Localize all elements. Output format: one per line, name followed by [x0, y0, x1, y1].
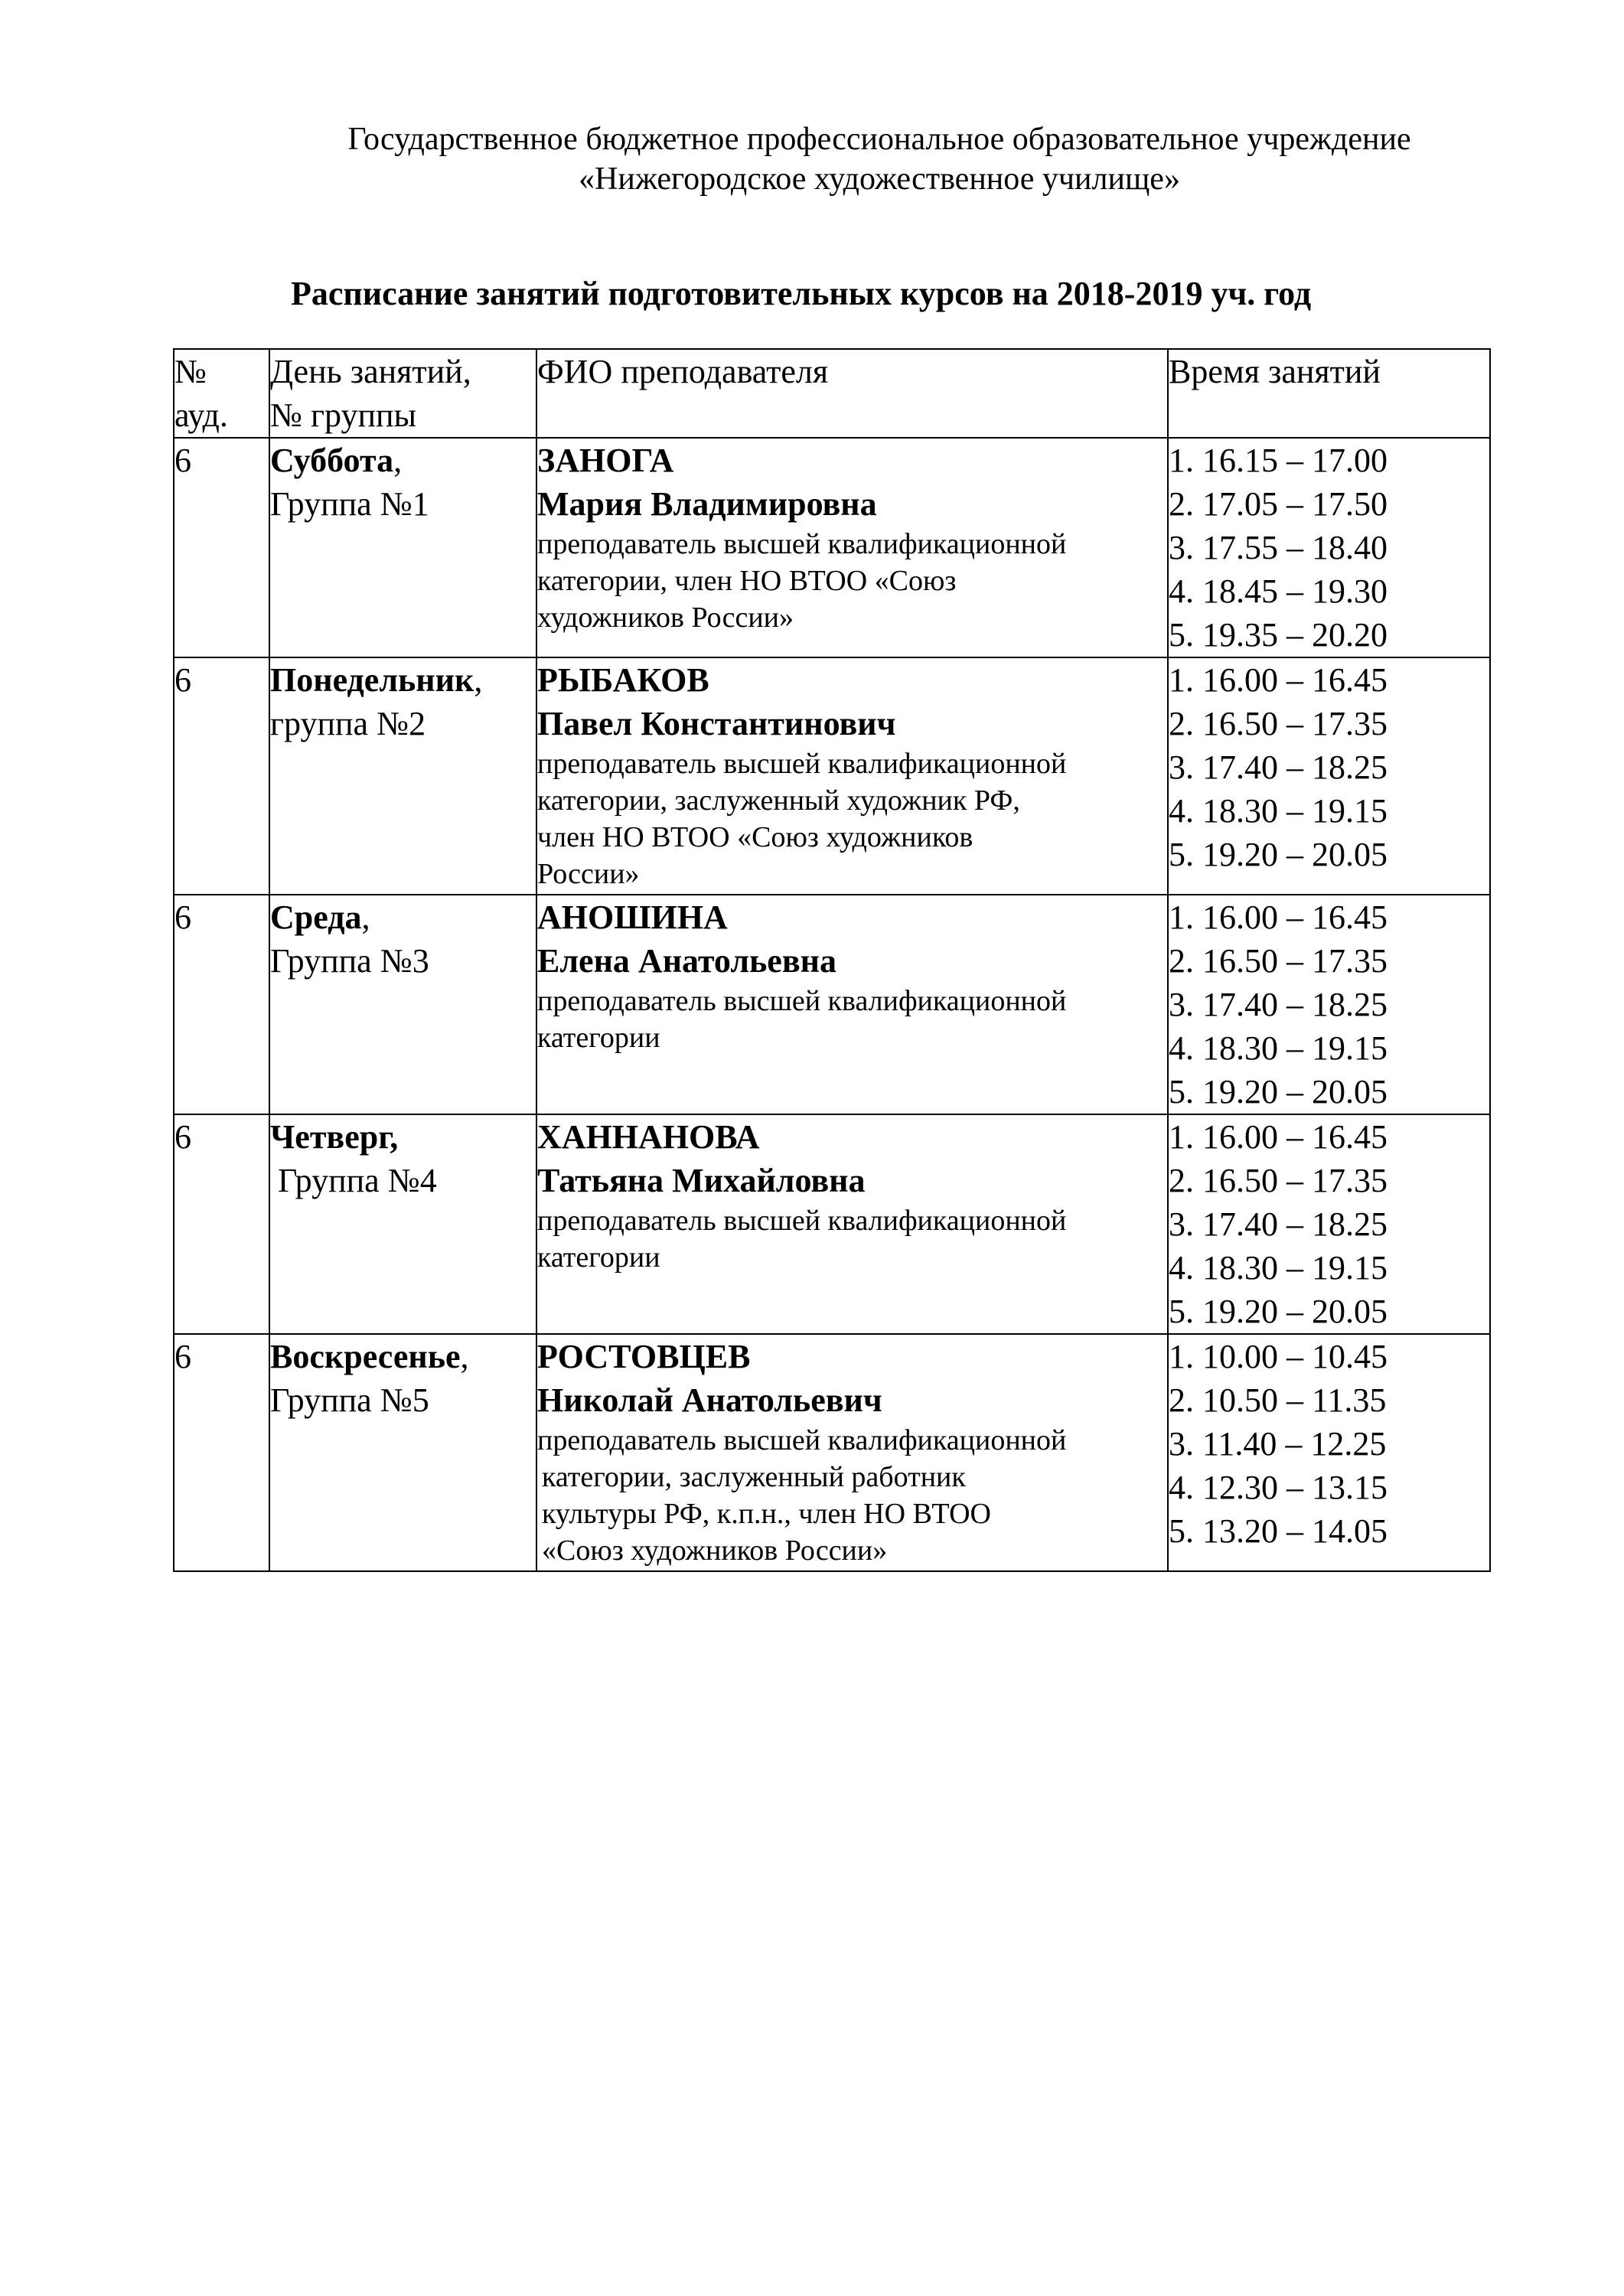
description-line: категории — [537, 1022, 660, 1054]
table-row — [174, 438, 1490, 657]
day-group-cell — [269, 657, 536, 895]
teacher-surname: АНОШИНА — [537, 899, 728, 936]
time-slot: 1. 16.15 – 17.00 — [1169, 442, 1388, 479]
day-group-cell — [269, 895, 536, 1114]
time-slot: 1. 16.00 – 16.45 — [1169, 1118, 1388, 1156]
header-teacher: ФИО преподавателя — [536, 349, 1168, 438]
header-auditorium — [174, 349, 269, 438]
day-separator: , — [361, 899, 370, 936]
institution-line-1: Государственное бюджетное профессиональное образовательное учреждение — [347, 122, 1411, 157]
group-label: Группа №1 — [270, 485, 429, 523]
auditorium-cell: 6 — [174, 1114, 269, 1334]
time-slot: 2. 16.50 – 17.35 — [1169, 1162, 1388, 1199]
day-group-cell — [269, 1114, 536, 1334]
time-slot: 4. 18.45 – 19.30 — [1169, 572, 1388, 610]
description-line: категории, член НО ВТОО «Союз — [537, 565, 957, 597]
time-slot: 4. 18.30 – 19.15 — [1169, 1249, 1388, 1287]
day-group-cell — [269, 1334, 536, 1571]
description-line: России» — [537, 858, 640, 890]
time-slot: 5. 13.20 – 14.05 — [1169, 1512, 1388, 1550]
teacher-surname: РЫБАКОВ — [537, 661, 709, 699]
description-line: член НО ВТОО «Союз художников — [537, 821, 973, 853]
time-slot: 4. 18.30 – 19.15 — [1169, 1029, 1388, 1067]
time-cell — [1168, 895, 1490, 1114]
teacher-given-name: Павел Константинович — [537, 705, 896, 742]
time-slot: 3. 17.40 – 18.25 — [1169, 986, 1388, 1023]
schedule-title: Расписание занятий подготовительных курсов на 2018-2019 уч. год — [291, 275, 1312, 312]
auditorium-cell: 6 — [174, 895, 269, 1114]
description-line: преподаватель высшей квалификационной — [537, 1424, 1067, 1456]
time-cell — [1168, 1114, 1490, 1334]
time-slot: 2. 10.50 – 11.35 — [1169, 1381, 1387, 1419]
time-slot: 2. 17.05 – 17.50 — [1169, 485, 1388, 523]
teacher-surname: ХАННАНОВА — [537, 1118, 760, 1156]
time-slot: 4. 12.30 – 13.15 — [1169, 1469, 1388, 1506]
group-label: Группа №5 — [270, 1381, 429, 1419]
time-slot: 2. 16.50 – 17.35 — [1169, 942, 1388, 980]
description-line: категории — [537, 1241, 660, 1274]
time-slot: 3. 17.40 – 18.25 — [1169, 748, 1388, 786]
time-slot: 1. 10.00 – 10.45 — [1169, 1338, 1388, 1375]
group-label: Группа №4 — [278, 1162, 437, 1199]
table-row — [174, 1114, 1490, 1334]
institution-line-2: «Нижегородское художественное училище» — [579, 161, 1180, 197]
time-cell — [1168, 657, 1490, 895]
institution-header — [0, 119, 1624, 199]
auditorium-cell: 6 — [174, 657, 269, 895]
teacher-surname: РОСТОВЦЕВ — [537, 1338, 751, 1375]
description-line: преподаватель высшей квалификационной — [537, 985, 1067, 1017]
teacher-description — [537, 1422, 1167, 1570]
time-slot: 4. 18.30 – 19.15 — [1169, 792, 1388, 830]
description-line: «Союз художников России» — [542, 1534, 888, 1567]
day-name: Понедельник — [270, 661, 474, 699]
teacher-description — [537, 745, 1167, 894]
day-name: Суббота — [270, 442, 394, 479]
time-slot: 1. 16.00 – 16.45 — [1169, 661, 1388, 699]
day-separator: , — [460, 1338, 469, 1375]
day-name: Среда — [270, 899, 362, 936]
time-slot: 5. 19.20 – 20.05 — [1169, 1293, 1388, 1330]
day-separator: , — [474, 661, 483, 699]
time-slot: 2. 16.50 – 17.35 — [1169, 705, 1388, 742]
header-day-group — [269, 349, 536, 438]
day-group-cell — [269, 438, 536, 657]
teacher-given-name: Мария Владимировна — [537, 485, 877, 523]
time-slot: 5. 19.20 – 20.05 — [1169, 1073, 1388, 1110]
auditorium-cell: 6 — [174, 438, 269, 657]
time-cell — [1168, 438, 1490, 657]
group-label: Группа №3 — [270, 942, 429, 980]
schedule-table — [173, 348, 1491, 1572]
day-name: Воскресенье — [270, 1338, 461, 1375]
description-line: культуры РФ, к.п.н., член НО ВТОО — [542, 1498, 991, 1530]
teacher-cell — [536, 438, 1168, 657]
group-label: группа №2 — [270, 705, 426, 742]
teacher-description — [537, 983, 1167, 1058]
time-slot: 5. 19.35 – 20.20 — [1169, 616, 1388, 654]
description-line: категории, заслуженный работник — [542, 1461, 966, 1493]
header-day-line-1: День занятий, — [270, 353, 471, 390]
teacher-cell — [536, 1334, 1168, 1571]
teacher-given-name: Николай Анатольевич — [537, 1381, 882, 1419]
teacher-description — [537, 526, 1167, 638]
time-slot: 5. 19.20 – 20.05 — [1169, 836, 1388, 873]
time-slot: 3. 17.55 – 18.40 — [1169, 529, 1388, 566]
table-row — [174, 1334, 1490, 1571]
teacher-cell — [536, 1114, 1168, 1334]
teacher-cell — [536, 895, 1168, 1114]
table-row — [174, 895, 1490, 1114]
header-auditorium-line-2: ауд. — [174, 396, 228, 434]
time-slot: 1. 16.00 – 16.45 — [1169, 899, 1388, 936]
time-slot: 3. 17.40 – 18.25 — [1169, 1205, 1388, 1243]
table-row — [174, 657, 1490, 895]
time-slot: 3. 11.40 – 12.25 — [1169, 1425, 1387, 1463]
teacher-given-name: Татьяна Михайловна — [537, 1162, 866, 1199]
description-line: преподаватель высшей квалификационной — [537, 1205, 1067, 1237]
description-line: преподаватель высшей квалификационной — [537, 528, 1067, 560]
day-separator: , — [393, 442, 403, 479]
header-day-line-2: № группы — [270, 396, 417, 434]
teacher-surname: ЗАНОГА — [537, 442, 674, 479]
teacher-cell — [536, 657, 1168, 895]
day-name: Четверг, — [270, 1118, 399, 1156]
table-header-row — [174, 349, 1490, 438]
header-auditorium-line-1: № — [174, 353, 207, 390]
description-line: художников России» — [537, 602, 794, 634]
time-cell — [1168, 1334, 1490, 1571]
header-time: Время занятий — [1168, 349, 1490, 438]
description-line: преподаватель высшей квалификационной — [537, 748, 1067, 780]
teacher-description — [537, 1202, 1167, 1277]
teacher-given-name: Елена Анатольевна — [537, 942, 836, 980]
auditorium-cell: 6 — [174, 1334, 269, 1571]
description-line: категории, заслуженный художник РФ, — [537, 784, 1020, 817]
